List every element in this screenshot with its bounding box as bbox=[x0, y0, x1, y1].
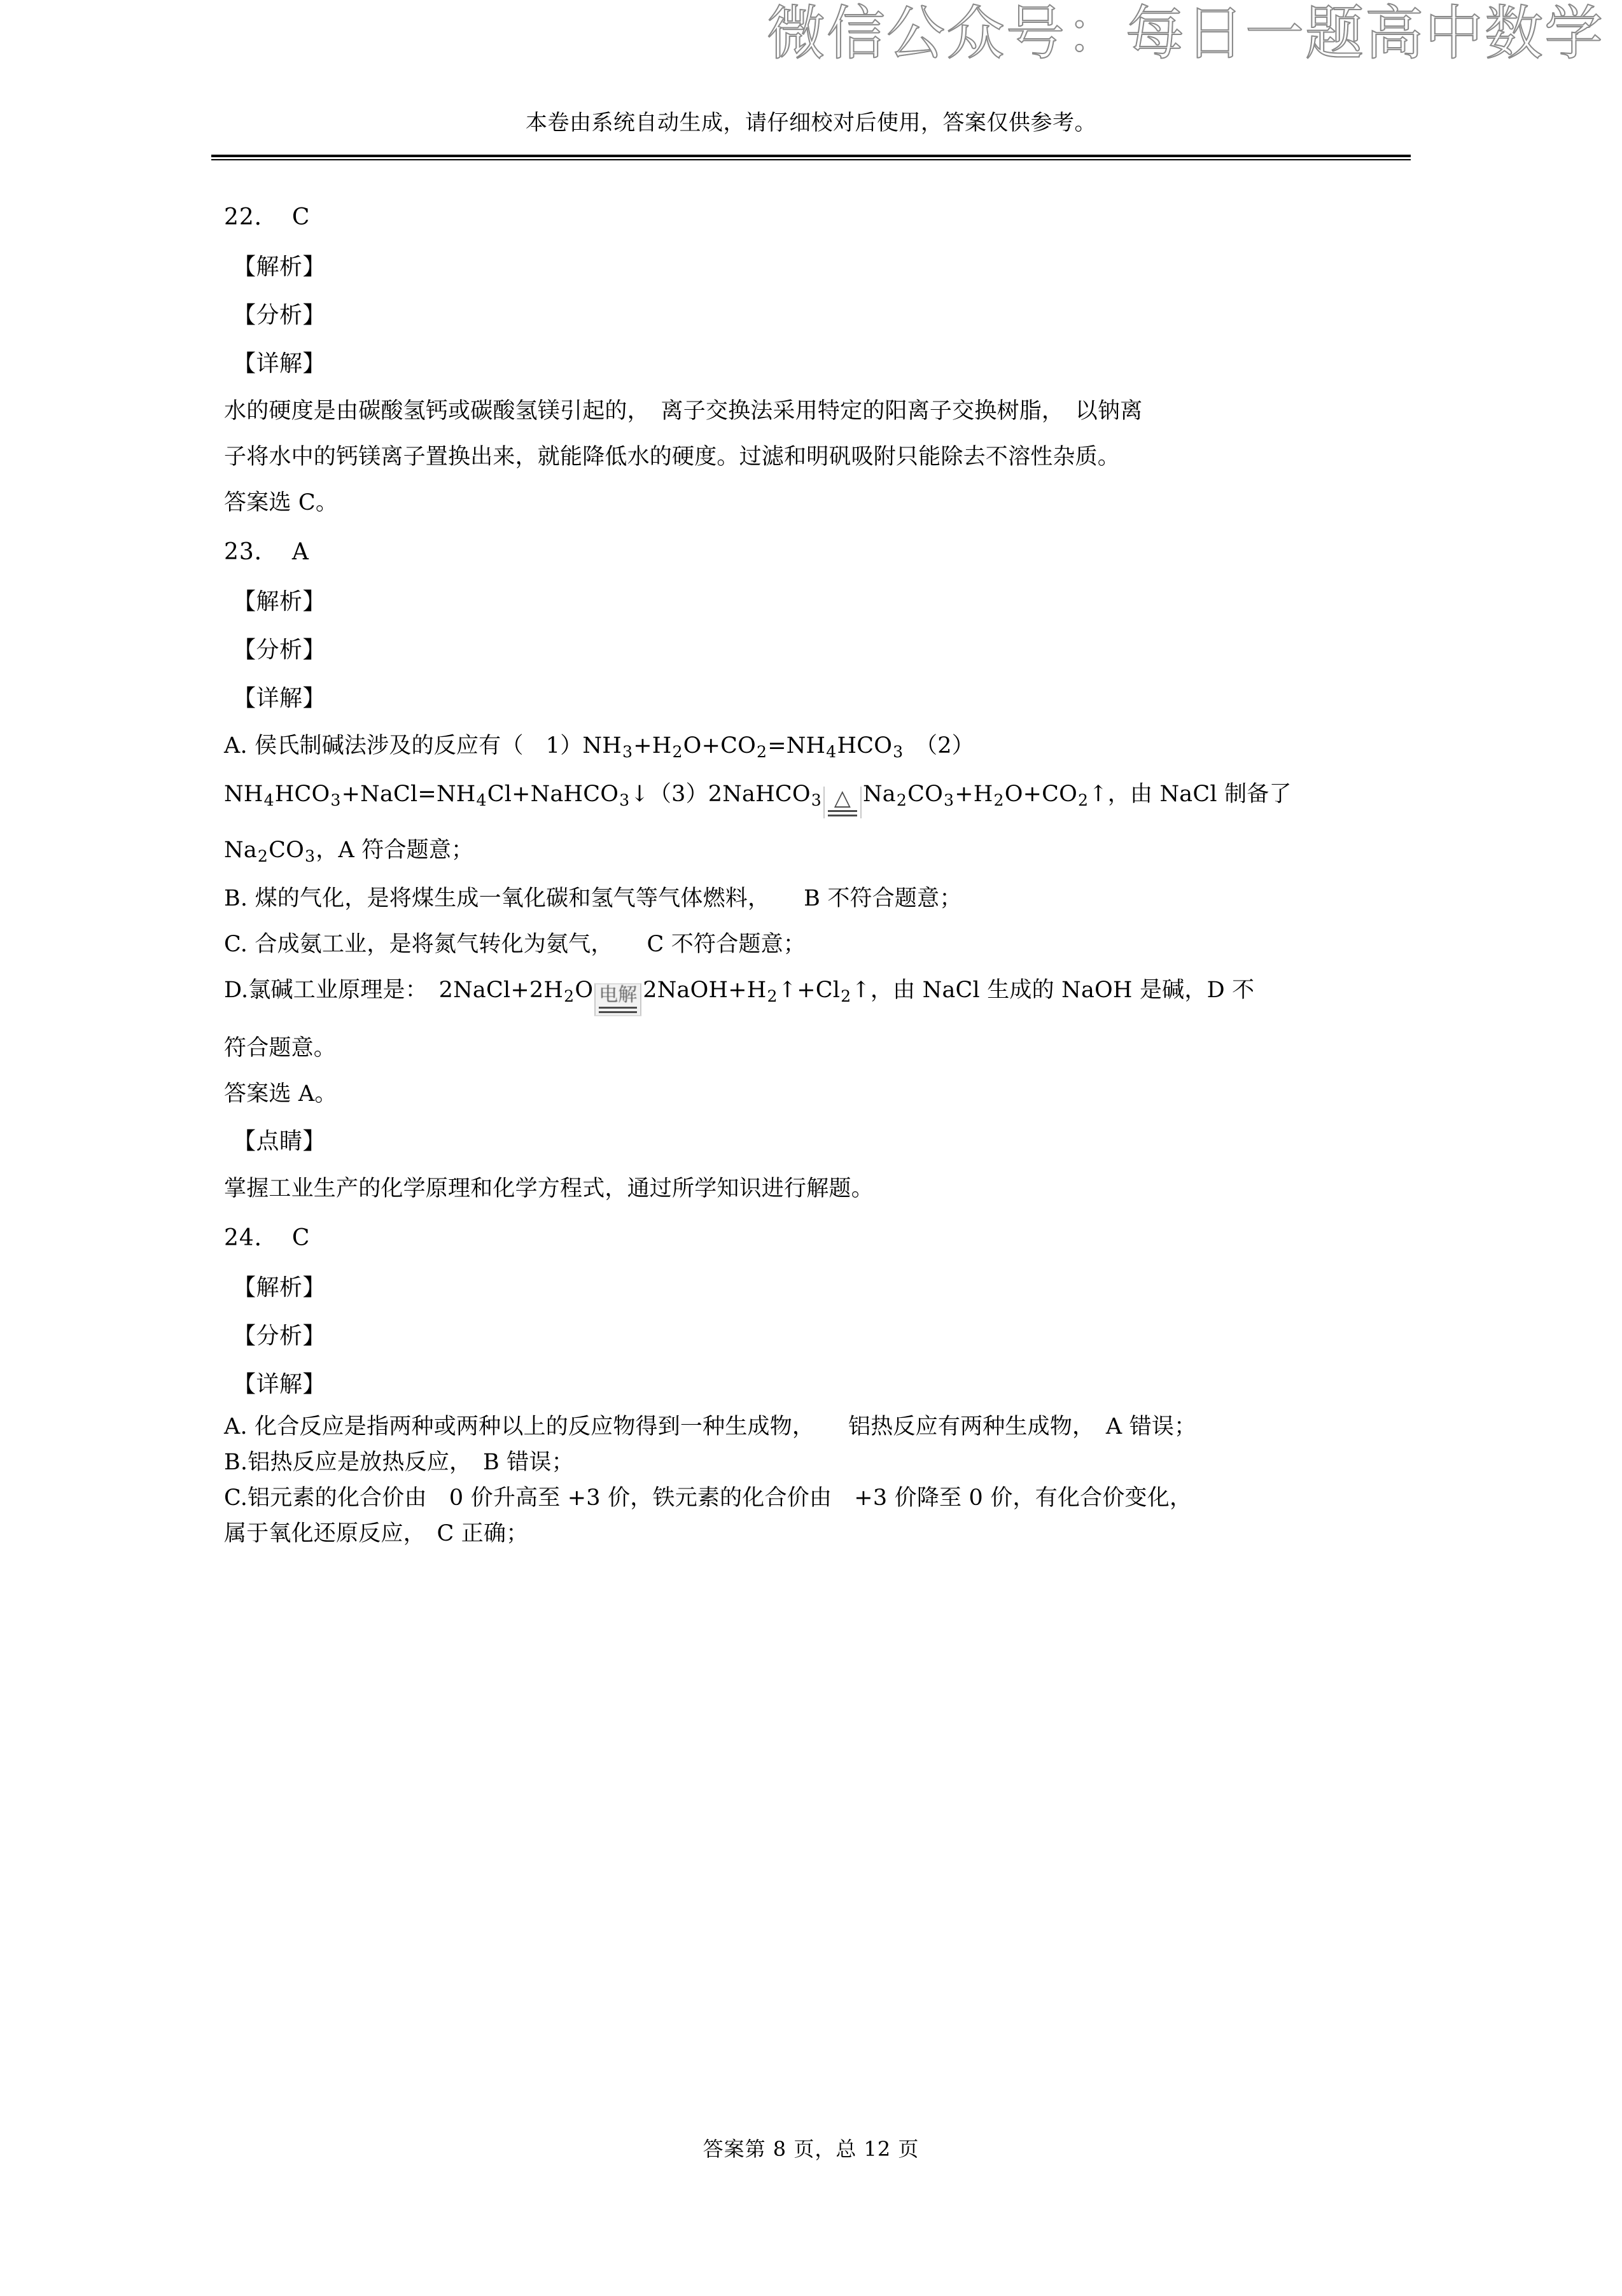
formula-part: ↑+Cl bbox=[778, 977, 841, 1004]
label-detail-22: 【详解】 bbox=[233, 351, 326, 377]
formula-part: ↑，由 NaCl 制备了 bbox=[1089, 781, 1292, 808]
header-divider bbox=[211, 155, 1411, 160]
paragraph-22-1: 水的硬度是由碳酸氢钙或碳酸氢镁引起的， 离子交换法采用特定的阳离子交换树脂， 以钠离 bbox=[224, 398, 1143, 424]
label-detail-23: 【详解】 bbox=[233, 685, 326, 712]
formula-part: HCO bbox=[274, 781, 330, 808]
formula-sub: 2 bbox=[756, 743, 767, 762]
formula-sub: 2 bbox=[767, 987, 778, 1006]
formula-part: ，A 符合题意； bbox=[316, 837, 474, 864]
paragraph-24-option-b: B.铝热反应是放热反应， B 错误； bbox=[224, 1449, 574, 1475]
formula-sub: 2 bbox=[1078, 791, 1089, 810]
equation-arrow-line bbox=[599, 1007, 637, 1013]
paragraph-23-answer: 答案选 A。 bbox=[224, 1081, 337, 1107]
label-analysis-23: 【解析】 bbox=[233, 589, 326, 615]
formula-sub: 2 bbox=[896, 791, 907, 810]
watermark-text: 微信公众号：每日一题高中数学 bbox=[766, 0, 1604, 67]
formula-sub: 4 bbox=[476, 791, 487, 810]
formula-sub: 2 bbox=[993, 791, 1004, 810]
divider-thin-line bbox=[211, 159, 1411, 160]
formula-part: =NH bbox=[767, 733, 826, 759]
formula-part: O bbox=[575, 977, 594, 1004]
question-heading-23 bbox=[224, 526, 1433, 578]
question-number-23: 23． bbox=[224, 539, 278, 566]
formula-part: ↑，由 NaCl 生成的 NaOH 是碱，D 不 bbox=[851, 977, 1255, 1004]
formula-sub: 4 bbox=[826, 743, 837, 762]
question-number-24: 24． bbox=[224, 1224, 278, 1251]
formula-part: ↓（3）2NaHCO bbox=[630, 781, 811, 808]
paragraph-24-option-c-cont: 属于氧化还原反应， C 正确； bbox=[224, 1520, 529, 1546]
option-d-text: D.氯碱工业原理是： 2NaCl+2H bbox=[224, 977, 564, 1004]
formula-part: +NaCl=NH bbox=[341, 781, 476, 808]
formula-sub: 3 bbox=[893, 743, 904, 762]
paragraph-23-option-d bbox=[224, 967, 1433, 1025]
paragraph-23-option-c: C. 合成氨工业，是将氮气转化为氨气， C 不符合题意； bbox=[224, 932, 806, 958]
formula-part: Cl+NaHCO bbox=[487, 781, 619, 808]
paragraph-24-option-c: C.铝元素的化合价由 0 价升高至 +3 价，铁元素的化合价由 +3 价降至 0 价，有化合价变化， bbox=[224, 1485, 1192, 1511]
question-answer-24: C bbox=[291, 1224, 311, 1251]
formula-part: CO bbox=[269, 837, 305, 864]
label-detail-24: 【详解】 bbox=[233, 1371, 326, 1397]
formula-part: Na bbox=[224, 837, 257, 864]
formula-sub: 3 bbox=[622, 743, 633, 762]
reaction-condition-box-electrolysis bbox=[594, 983, 641, 1016]
label-breakdown-24: 【分析】 bbox=[233, 1322, 326, 1349]
formula-part: CO bbox=[907, 781, 943, 808]
document-header bbox=[0, 107, 1622, 160]
formula-sub: 3 bbox=[330, 791, 341, 810]
question-number-22: 22． bbox=[224, 204, 278, 230]
answer-content bbox=[224, 191, 1433, 1551]
equation-arrow-line bbox=[828, 810, 857, 816]
formula-part: O+CO bbox=[1004, 781, 1077, 808]
paragraph-24-option-a: A. 化合反应是指两种或两种以上的反应物得到一种生成物， 铝热反应有两种生成物， A 错误； bbox=[224, 1413, 1197, 1439]
formula-sub: 2 bbox=[257, 847, 269, 866]
paragraph-22-answer: 答案选 C。 bbox=[224, 490, 339, 516]
option-a-text: A. 侯氏制碱法涉及的反应有（ 1）NH bbox=[224, 733, 622, 759]
formula-sub: 2 bbox=[672, 743, 683, 762]
formula-sub: 3 bbox=[943, 791, 954, 810]
paragraph-23-equation-3 bbox=[224, 827, 1433, 876]
paragraph-23-option-b: B. 煤的气化，是将煤生成一氧化碳和氢气等气体燃料， B 不符合题意； bbox=[224, 886, 962, 912]
label-breakdown-22: 【分析】 bbox=[233, 302, 326, 328]
formula-sub: 4 bbox=[263, 791, 274, 810]
paragraph-23-option-a bbox=[224, 723, 1433, 771]
formula-sub: 2 bbox=[564, 987, 575, 1006]
paragraph-23-highlight: 掌握工业生产的化学原理和化学方程式，通过所学知识进行解题。 bbox=[224, 1175, 874, 1201]
document-subtitle: 本卷由系统自动生成，请仔细校对后使用，答案仅供参考。 bbox=[526, 110, 1096, 136]
formula-part: 2NaOH+H bbox=[643, 977, 767, 1004]
question-answer-23: A bbox=[291, 539, 309, 566]
formula-sub: 3 bbox=[811, 791, 821, 810]
label-breakdown-23: 【分析】 bbox=[233, 637, 326, 664]
formula-part: （2） bbox=[904, 733, 974, 759]
label-analysis-24: 【解析】 bbox=[233, 1274, 326, 1301]
label-highlight-23: 【点睛】 bbox=[233, 1128, 326, 1154]
reaction-condition-box-heat bbox=[823, 787, 862, 818]
paragraph-23-tail-1: 符合题意。 bbox=[224, 1035, 337, 1061]
formula-part: +H bbox=[954, 781, 993, 808]
label-analysis-22: 【解析】 bbox=[233, 254, 326, 280]
paragraph-23-equation-2 bbox=[224, 771, 1433, 827]
condition-label: 电解 bbox=[599, 984, 638, 1007]
question-heading-24 bbox=[224, 1212, 1433, 1264]
question-heading-22 bbox=[224, 191, 1433, 243]
formula-part: O+CO bbox=[683, 733, 756, 759]
formula-sub: 3 bbox=[305, 847, 316, 866]
paragraph-22-2: 子将水中的钙镁离子置换出来，就能降低水的硬度。过滤和明矾吸附只能除去不溶性杂质。 bbox=[224, 444, 1121, 470]
formula-sub: 2 bbox=[841, 987, 851, 1006]
question-answer-22: C bbox=[291, 204, 311, 230]
formula-part: Na bbox=[862, 781, 896, 808]
formula-sub: 3 bbox=[619, 791, 630, 810]
formula-part: +H bbox=[633, 733, 672, 759]
formula-part: HCO bbox=[837, 733, 893, 759]
formula-part: NH bbox=[224, 781, 263, 808]
triangle-icon: △ bbox=[834, 785, 851, 811]
page-footer: 答案第 8 页，总 12 页 bbox=[703, 2137, 919, 2161]
